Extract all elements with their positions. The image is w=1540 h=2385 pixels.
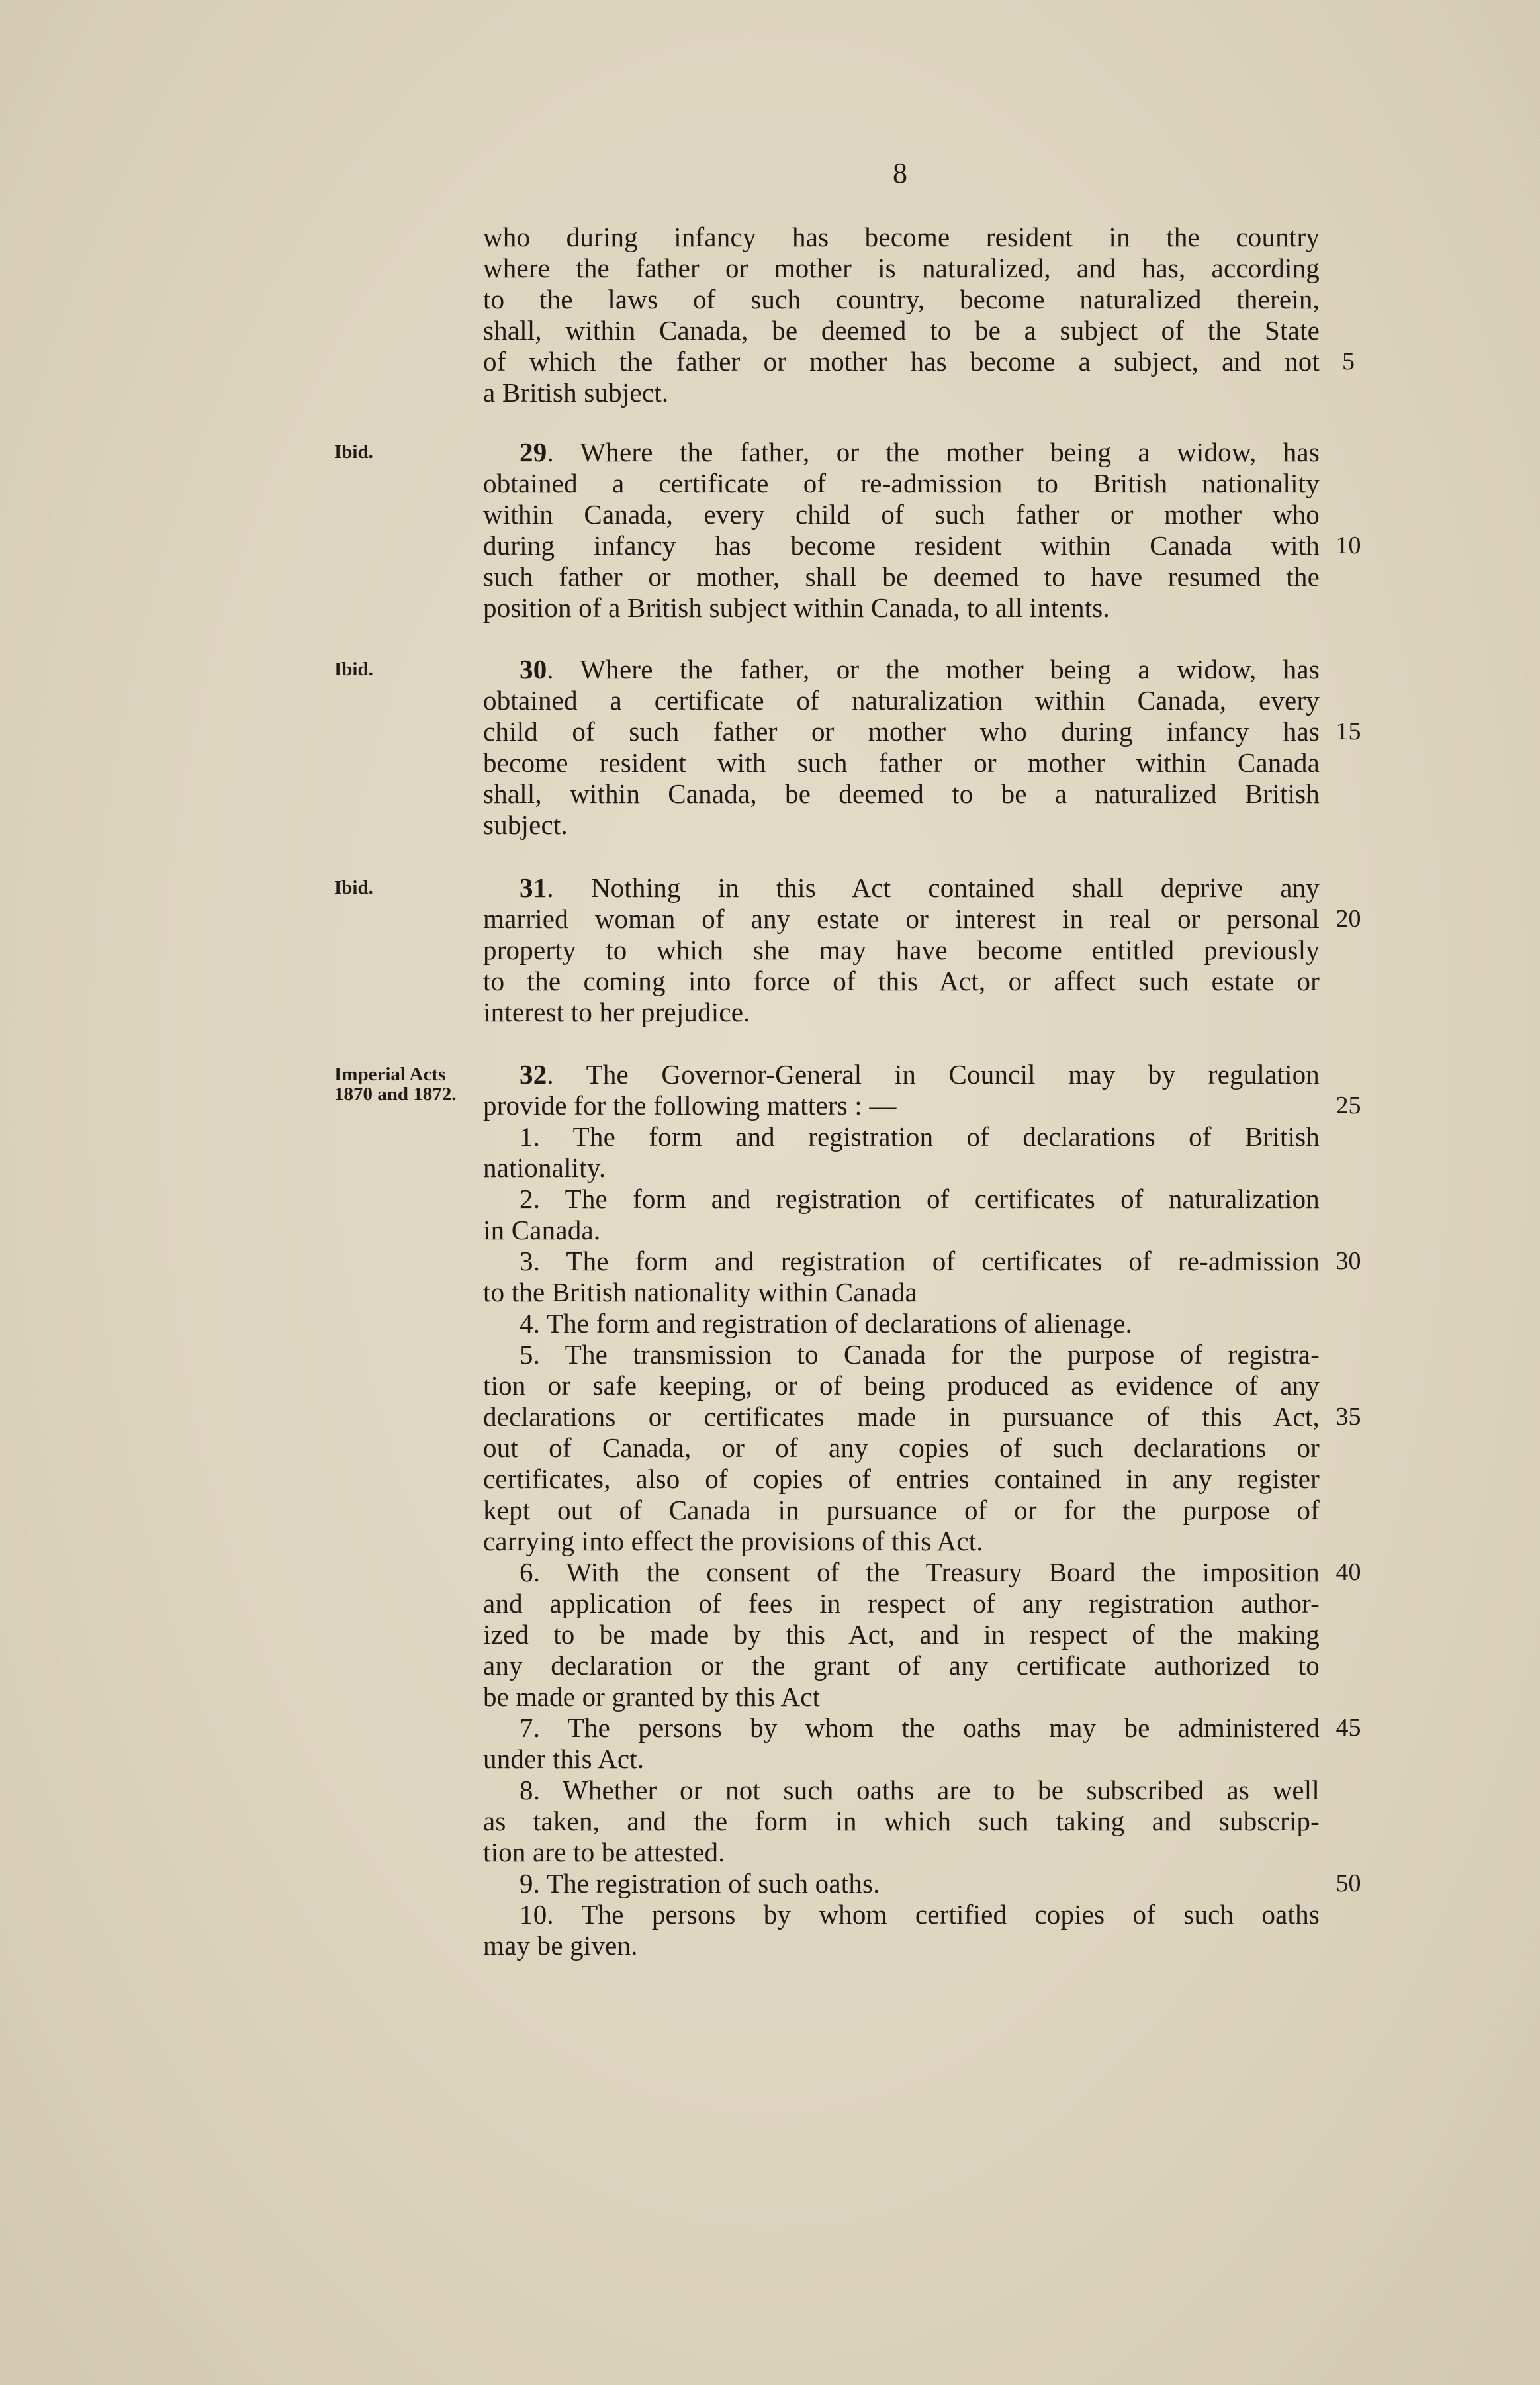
text-line: 10. The persons by whom certified copies of such oaths: [520, 1899, 1320, 1930]
text-line: 32. The Governor-General in Council may by regulation: [520, 1059, 1320, 1090]
text-line: declarations or certificates made in pursuance of this Act,: [483, 1401, 1320, 1432]
text-line: shall, within Canada, be deemed to be a naturalized British: [483, 778, 1320, 809]
text-line: tion or safe keeping, or of being produced as evidence of any: [483, 1370, 1320, 1401]
line-number: 35: [1336, 1403, 1361, 1430]
text-line: to the British nationality within Canada: [483, 1277, 917, 1307]
paragraph: [483, 222, 1320, 408]
text-line: who during infancy has become resident in the country: [483, 222, 1320, 252]
text-line: married woman of any estate or interest in real or personal: [483, 904, 1320, 934]
text-line: 29. Where the father, or the mother being a widow, has: [520, 437, 1320, 467]
text-line: nationality.: [483, 1152, 606, 1183]
text-line: subject.: [483, 810, 568, 840]
text-line: provide for the following matters : —: [483, 1090, 897, 1121]
paragraph: [483, 872, 1320, 1028]
paragraph: [483, 437, 1320, 624]
text-line: 30. Where the father, or the mother being a widow, has: [520, 654, 1320, 684]
text-line: be made or granted by this Act: [483, 1681, 821, 1712]
text-line: where the father or mother is naturalized, and has, according: [483, 253, 1320, 283]
margin-note: Ibid.: [334, 659, 373, 680]
text-line: any declaration or the grant of any certificate authorized to: [483, 1650, 1320, 1681]
text-line: of which the father or mother has become a subject, and not: [483, 346, 1320, 377]
text-line: within Canada, every child of such father or mother who: [483, 499, 1320, 530]
text-line: position of a British subject within Canada, to all intents.: [483, 592, 1110, 623]
text-line: and application of fees in respect of any registration author-: [483, 1588, 1320, 1618]
text-line: during infancy has become resident within Canada with: [483, 530, 1320, 561]
section-number: 29: [520, 437, 547, 467]
text-line: certificates, also of copies of entries contained in any register: [483, 1464, 1320, 1494]
margin-note: Imperial Acts 1870 and 1872.: [334, 1064, 457, 1105]
text-line: 1. The form and registration of declarations of British: [520, 1121, 1320, 1152]
line-number: 5: [1342, 348, 1355, 375]
text-line: tion are to be attested.: [483, 1837, 725, 1867]
text-line: 5. The transmission to Canada for the purpose of registra-: [520, 1339, 1320, 1370]
text-line: obtained a certificate of re-admission to British nationality: [483, 468, 1320, 498]
line-number: 25: [1336, 1092, 1361, 1119]
text-line: such father or mother, shall be deemed to have resumed the: [483, 561, 1320, 592]
text-line: 7. The persons by whom the oaths may be administered: [520, 1712, 1320, 1743]
text-line: child of such father or mother who during infancy has: [483, 716, 1320, 747]
text-line: 2. The form and registration of certificates of naturalization: [520, 1184, 1320, 1214]
line-number: 40: [1336, 1558, 1361, 1586]
line-number: 30: [1336, 1247, 1361, 1275]
section-number: 32: [520, 1059, 547, 1090]
text-line: interest to her prejudice.: [483, 997, 750, 1027]
section-number: 31: [520, 872, 547, 903]
text-line: 8. Whether or not such oaths are to be subscribed as well: [520, 1775, 1320, 1805]
text-line: in Canada.: [483, 1215, 601, 1245]
text-line: 3. The form and registration of certificates of re-admission: [520, 1246, 1320, 1276]
paragraph: [483, 654, 1320, 841]
text-line: may be given.: [483, 1930, 638, 1961]
text-line: shall, within Canada, be deemed to be a subject of the State: [483, 315, 1320, 346]
text-line: to the laws of such country, become naturalized therein,: [483, 284, 1320, 314]
margin-note: Ibid.: [334, 877, 373, 898]
text-line: 31. Nothing in this Act contained shall deprive any: [520, 872, 1320, 903]
line-number: 15: [1336, 718, 1361, 745]
section-number: 30: [520, 654, 547, 684]
text-line: 6. With the consent of the Treasury Board the imposition: [520, 1557, 1320, 1587]
text-line: 9. The registration of such oaths.: [520, 1868, 880, 1898]
paragraph: [483, 1059, 1320, 1961]
line-number: 50: [1336, 1869, 1361, 1897]
text-line: to the coming into force of this Act, or affect such estate or: [483, 966, 1320, 996]
text-line: out of Canada, or of any copies of such declarations or: [483, 1432, 1320, 1463]
text-line: under this Act.: [483, 1744, 645, 1774]
text-line: ized to be made by this Act, and in respect of the making: [483, 1619, 1320, 1650]
text-line: as taken, and the form in which such taking and subscrip-: [483, 1806, 1320, 1836]
text-line: 4. The form and registration of declarations of alienage.: [520, 1308, 1132, 1338]
text-line: kept out of Canada in pursuance of or for the purpose of: [483, 1495, 1320, 1525]
line-number: 45: [1336, 1714, 1361, 1742]
page-number: 8: [893, 157, 907, 189]
line-number: 10: [1336, 532, 1361, 559]
margin-note: Ibid.: [334, 442, 373, 463]
text-line: a British subject.: [483, 377, 669, 408]
text-line: property to which she may have become entitled previously: [483, 935, 1320, 965]
line-number: 20: [1336, 905, 1361, 933]
text-line: become resident with such father or mother within Canada: [483, 747, 1320, 778]
text-line: obtained a certificate of naturalization within Canada, every: [483, 685, 1320, 716]
text-line: carrying into effect the provisions of this Act.: [483, 1526, 983, 1556]
